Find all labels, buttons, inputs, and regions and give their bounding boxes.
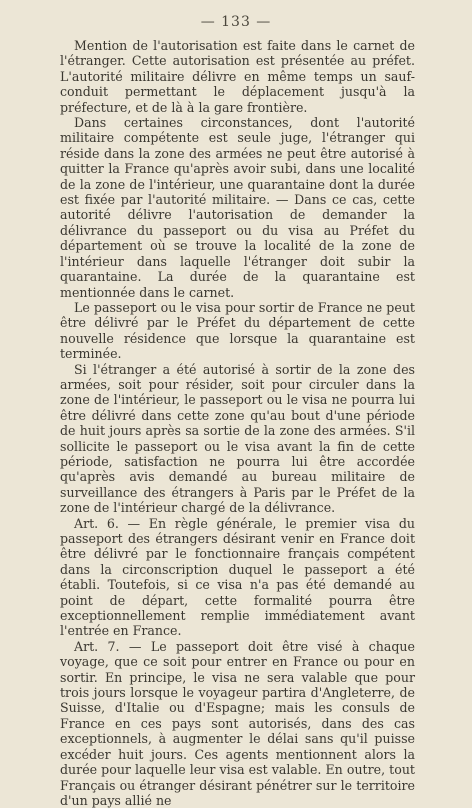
paragraph-article-6: Art. 6. — En règle générale, le premier visa du passeport des étrangers désirant venir en France doit être délivré par le fonctionnaire français compétent dans la circonscription duquel le passeport a été établi. Toutefois, si ce visa n'a pas été demandé au point de départ, cette formalité pourra être exceptionnellement remplie immédiatement avant l'entrée en France. <box>60 515 415 639</box>
page-number: — 133 — <box>200 14 272 30</box>
paragraph-article-7: Art. 7. — Le passeport doit être visé à chaque voyage, que ce soit pour entrer en France ou pour en sortir. En principe, le visa ne sera valable que pour trois jours lorsque le voyageur partira d'Angleterre, de Suisse, d'Italie ou d'Espagne; mais les consuls de France en ces pays sont autorisés, dans des cas exceptionnels, à augmenter le délai sans qu'il puisse excéder huit jours. Ces agents mentionnent alors la durée pour laquelle leur visa est valable. En outre, tout Français ou étranger désirant pénétrer sur le territoire d'un pays allié ne <box>60 638 415 808</box>
paragraph-authorization-mention: Mention de l'autorisation est faite dans le carnet de l'étranger. Cette autorisation est présentée au préfet. L'autorité militaire délivre en même temps un sauf-conduit permettant le déplacement jusqu'à la préfecture, et de là à la gare frontière. <box>60 38 415 115</box>
paragraph-quarantine: Dans certaines circonstances, dont l'autorité militaire compétente est seule juge, l'étranger qui réside dans la zone des armées ne peut être autorisé à quitter la France qu'après avoir subi, dans une localité de la zone de l'intérieur, une quarantaine dont la durée est fixée par l'autorité militaire. — Dans ce cas, cette autorité délivre l'autorisation de demander la délivrance du passeport ou du visa au Préfet du département où se trouve la localité de la zone de l'intérieur dans laquelle l'étranger doit subir la quarantaine. La durée de la quarantaine est mentionnée dans le carnet. <box>60 115 415 300</box>
body-text <box>60 38 415 808</box>
paragraph-passport-after-quarantine: Le passeport ou le visa pour sortir de France ne peut être délivré par le Préfet du département de cette nouvelle résidence que lorsque la quarantaine est terminée. <box>60 299 415 362</box>
paragraph-interior-zone: Si l'étranger a été autorisé à sortir de la zone des armées, soit pour résider, soit pour circuler dans la zone de l'intérieur, le passeport ou le visa ne pourra lui être délivré dans cette zone qu'au bout d'une période de huit jours après sa sortie de la zone des armées. S'il sollicite le passeport ou le visa avant la fin de cette période, satisfaction ne pourra lui être accordée qu'après avis demandé au bureau militaire de surveillance des étrangers à Paris par le Préfet de la zone de l'intérieur chargé de la délivrance. <box>60 361 415 516</box>
